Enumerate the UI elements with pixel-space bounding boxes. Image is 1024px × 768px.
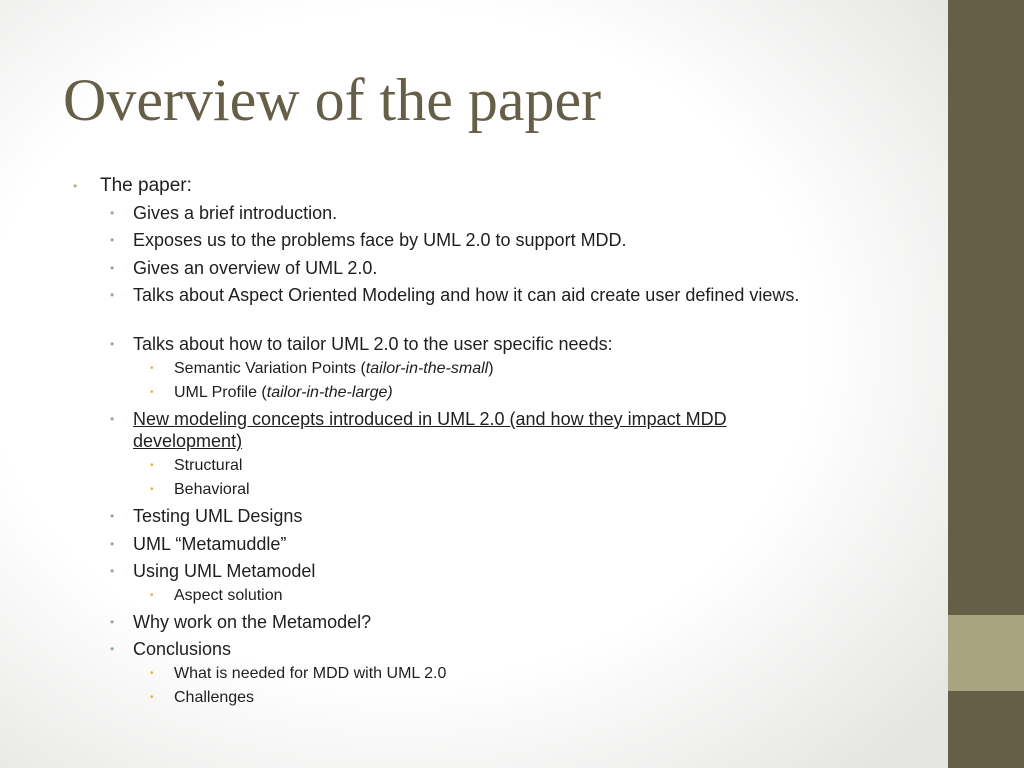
list-item-text: UML “Metamuddle”	[133, 534, 287, 554]
bullet-icon: •	[110, 288, 115, 302]
list-item-text: Talks about how to tailor UML 2.0 to the user specific needs:	[133, 334, 613, 354]
bullet-icon: •	[150, 668, 154, 679]
sub-list-item	[150, 663, 446, 685]
sub-list-item	[150, 382, 393, 404]
list-item-text: The paper:	[100, 175, 192, 196]
list-item-text: New modeling concepts introduced in UML 2.0 (and how they impact MDD development)	[133, 409, 727, 451]
sub-list-item	[150, 358, 494, 380]
bullet-icon: •	[150, 484, 154, 495]
list-item	[110, 533, 840, 555]
text-italic: tailor-in-the-large)	[266, 384, 393, 401]
list-item-text	[174, 382, 393, 404]
bullet-icon: •	[110, 233, 115, 247]
list-item	[110, 284, 840, 306]
bullet-icon: •	[150, 387, 154, 398]
list-item	[110, 638, 840, 660]
list-item	[110, 257, 840, 279]
bullet-icon: •	[110, 261, 115, 275]
list-item-text: Conclusions	[133, 639, 232, 659]
text-plain: )	[488, 360, 494, 377]
list-item	[110, 229, 840, 251]
sub-list-item	[150, 585, 283, 607]
list-item	[73, 174, 192, 198]
bullet-icon: •	[110, 206, 115, 220]
bullet-icon: •	[110, 509, 115, 523]
list-item	[110, 611, 840, 633]
sub-list-item	[150, 687, 254, 709]
text-plain: UML Profile (	[174, 384, 267, 401]
bullet-icon: •	[150, 363, 154, 374]
bullet-icon: •	[150, 590, 154, 601]
list-item	[110, 333, 840, 355]
list-item	[110, 505, 840, 527]
sub-list-item	[150, 479, 250, 501]
bullet-icon: •	[110, 537, 115, 551]
list-item-text: Testing UML Designs	[133, 506, 303, 526]
bullet-icon: •	[110, 337, 115, 351]
sub-list-item	[150, 455, 242, 477]
bullet-icon: •	[110, 615, 115, 629]
list-item	[110, 202, 840, 224]
bullet-icon: •	[110, 412, 115, 426]
sidebar-accent-block	[948, 615, 1024, 691]
list-item-text: Gives an overview of UML 2.0.	[133, 258, 378, 278]
bullet-icon: •	[150, 692, 154, 703]
list-item-text: Exposes us to the problems face by UML 2.0 to support MDD.	[133, 230, 627, 250]
list-item-text	[174, 358, 494, 380]
list-item-text: Why work on the Metamodel?	[133, 612, 372, 632]
text-plain: Semantic Variation Points (	[174, 360, 366, 377]
list-item	[110, 560, 840, 582]
list-item-text: Gives a brief introduction.	[133, 203, 338, 223]
list-item-text: Using UML Metamodel	[133, 561, 316, 581]
bullet-icon: •	[110, 564, 115, 578]
list-item-text: Structural	[174, 457, 243, 474]
text-italic: tailor-in-the-small	[365, 360, 489, 377]
list-item	[110, 408, 840, 452]
list-item-text: Aspect solution	[174, 587, 283, 604]
list-item-text: Challenges	[174, 689, 255, 706]
list-item-text: What is needed for MDD with UML 2.0	[174, 665, 447, 682]
slide-title: Overview of the paper	[63, 67, 602, 133]
bullet-icon: •	[150, 460, 154, 471]
bullet-icon: •	[73, 179, 78, 193]
list-item-text: Talks about Aspect Oriented Modeling and how it can aid create user defined views.	[133, 285, 800, 305]
bullet-icon: •	[110, 642, 115, 656]
list-item-text: Behavioral	[174, 481, 250, 498]
